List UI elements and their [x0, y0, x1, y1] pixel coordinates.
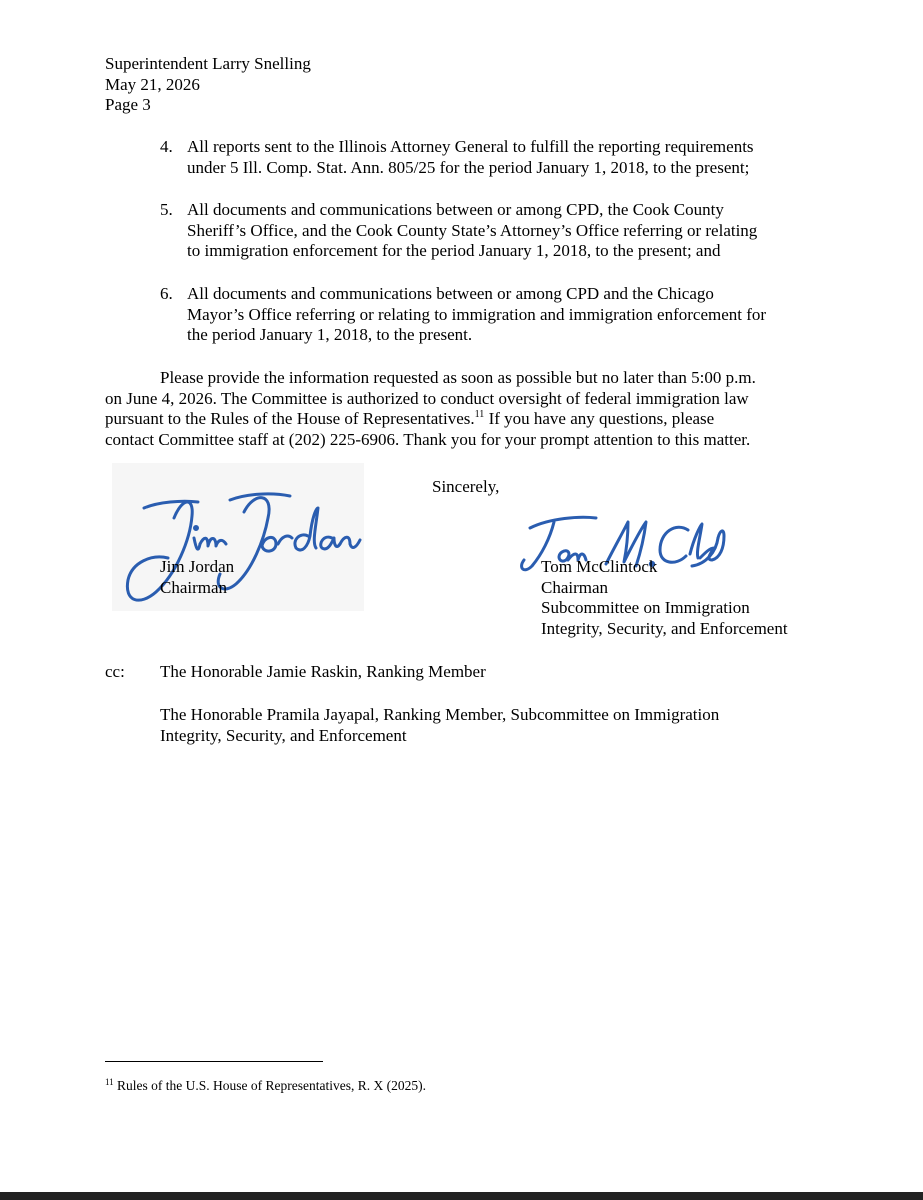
paragraph-line — [105, 409, 756, 430]
header-date: May 21, 2026 — [105, 74, 200, 94]
paragraph-text: pursuant to the Rules of the House of Representatives. — [105, 409, 475, 428]
paragraph-line: contact Committee staff at (202) 225-6906. Thank you for your prompt attention to this matter. — [105, 429, 751, 449]
item-line: All documents and communications between or among CPD and the Chicago — [187, 284, 714, 303]
cc-entry-jayapal — [160, 705, 719, 746]
sincerely: Sincerely, — [432, 477, 500, 496]
item-line: to immigration enforcement for the period January 1, 2018, to the present; and — [187, 241, 721, 260]
signer-title: Subcommittee on Immigration — [541, 598, 750, 617]
item-text — [187, 200, 757, 262]
header-recipient: Superintendent Larry Snelling — [105, 54, 311, 73]
signer-jordan-block — [160, 557, 234, 598]
cc-entry-raskin: The Honorable Jamie Raskin, Ranking Member — [160, 662, 486, 681]
item-number: 5. — [160, 200, 173, 219]
item-line: the period January 1, 2018, to the present. — [187, 325, 473, 344]
footnote-number: 11 — [105, 1077, 114, 1087]
signer-title: Chairman — [541, 577, 609, 597]
item-line: under 5 Ill. Comp. Stat. Ann. 805/25 for the period January 1, 2018, to the present; — [187, 157, 750, 177]
cc-entry-line: Integrity, Security, and Enforcement — [160, 725, 407, 745]
item-text — [187, 137, 754, 178]
cc-entry-line: The Honorable Pramila Jayapal, Ranking Member, Subcommittee on Immigration — [160, 705, 720, 724]
item-text — [187, 284, 766, 346]
signer-name: Jim Jordan — [160, 557, 235, 576]
paragraph-text: If you have any questions, please — [484, 409, 715, 428]
item-number: 4. — [160, 137, 173, 156]
signature-jim-jordan-image — [112, 478, 364, 608]
cc-label: cc: — [105, 662, 125, 681]
footnote-text: Rules of the U.S. House of Representatives, R. X (2025). — [113, 1078, 426, 1093]
page-bottom-edge — [0, 1192, 923, 1200]
item-number: 6. — [160, 284, 173, 303]
footnote — [105, 1078, 426, 1094]
footnote-divider — [105, 1061, 323, 1062]
item-line: All documents and communications between or among CPD, the Cook County — [187, 200, 724, 219]
signer-name: Tom McClintock — [541, 557, 658, 576]
paragraph-line: Please provide the information requested as soon as possible but no later than 5:00 p.m. — [160, 368, 756, 387]
header-page-number: Page 3 — [105, 95, 151, 114]
footnote-reference: 11 — [474, 409, 485, 420]
paragraph-line: on June 4, 2026. The Committee is authorized to conduct oversight of federal immigration law — [105, 388, 749, 408]
item-line: Sheriff’s Office, and the Cook County State’s Attorney’s Office referring or relating — [187, 220, 758, 240]
signer-title: Chairman — [160, 577, 228, 597]
item-line: All reports sent to the Illinois Attorney General to fulfill the reporting requirements — [187, 137, 754, 156]
signer-title: Integrity, Security, and Enforcement — [541, 618, 788, 638]
item-line: Mayor’s Office referring or relating to immigration and immigration enforcement for — [187, 304, 767, 324]
page-header — [105, 54, 311, 116]
closing-paragraph — [105, 368, 756, 450]
signer-mcclintock-block — [541, 557, 788, 639]
